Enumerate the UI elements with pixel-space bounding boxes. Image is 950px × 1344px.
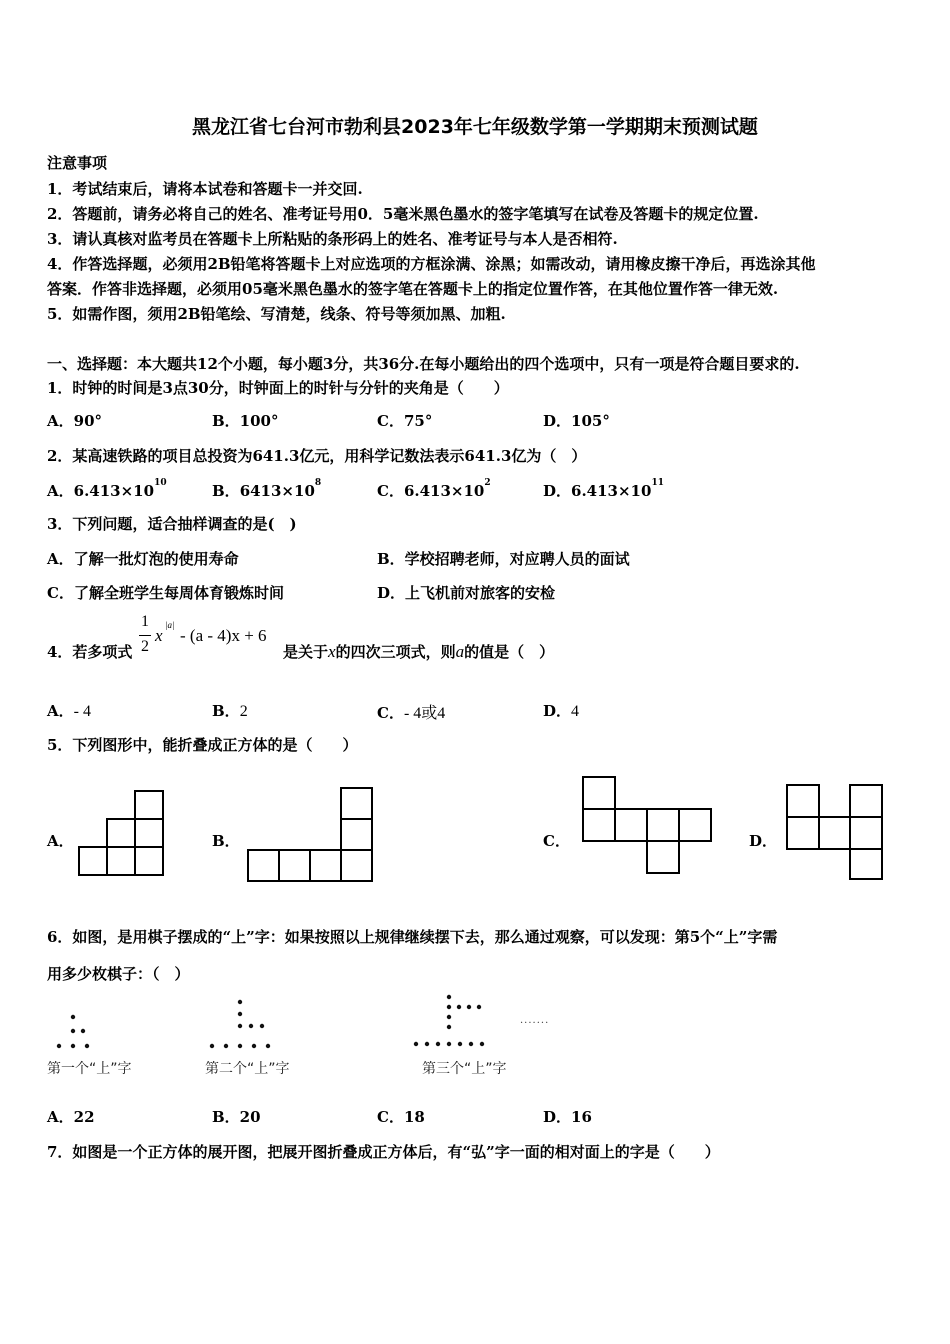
notice-heading: 注意事项 (47, 154, 108, 172)
question-6-stem-line2: 用多少枚棋子：（ ） (47, 965, 190, 983)
notice-item: 4．作答选择题，必须用2B铅笔将答题卡上对应选项的方框涂满、涂黑；如需改动，请用橡皮擦干净后，再选涂其他 (47, 255, 816, 273)
chess-pattern-2 (208, 998, 278, 1053)
q1-option-d: D．105° (543, 412, 610, 430)
q1-option-c: C．75° (377, 412, 433, 430)
notice-item: 答案．作答非选择题，必须用05毫米黑色墨水的签字笔在答题卡上的指定位置作答，在其他位置作答一律无效. (47, 280, 779, 298)
q2-option-b: B．$6413\times 10^8$ (212, 478, 322, 500)
question-7-stem: 7．如图是一个正方体的展开图，把展开图折叠成正方体后，有“弘”字一面的相对面上的字是（ ） (47, 1143, 720, 1161)
q1-option-b: B．100° (212, 412, 279, 430)
notice-item: 1．考试结束后，请将本试卷和答题卡一并交回. (47, 180, 363, 198)
question-5-stem: 5．下列图形中，能折叠成正方体的是（ ） (47, 736, 358, 754)
q4-option-a: A．- 4 (47, 702, 91, 720)
cube-net-d (786, 784, 888, 884)
chess-pattern-1 (55, 1012, 95, 1052)
cube-net-c (582, 776, 717, 876)
q3-option-c: C．了解全班学生每周体育锻炼时间 (47, 584, 284, 602)
question-3-stem: 3．下列问题，适合抽样调查的是( ) (47, 515, 297, 533)
question-1-stem: 1．时钟的时间是3点30分，时钟面上的时针与分针的夹角是（ ） (47, 379, 509, 397)
q2-option-a: A．$6.413\times 10^{10}$ (47, 478, 167, 500)
q5-label-b: B． (212, 832, 240, 850)
q6-option-d: D．16 (543, 1108, 592, 1126)
math-x: x (155, 626, 163, 645)
notice-item: 2．答题前，请务必将自己的姓名、准考证号用0．5毫米黑色墨水的签字笔填写在试卷及答题卡的规定位置. (47, 205, 759, 223)
pattern-caption-2: 第二个“上”字 (205, 1061, 290, 1077)
pattern-caption-3: 第三个“上”字 (422, 1061, 507, 1077)
q5-label-a: A． (47, 832, 74, 850)
q4-option-c: C．- 4或4 (377, 704, 446, 722)
q3-option-a: A．了解一批灯泡的使用寿命 (47, 550, 239, 568)
cube-net-a (79, 790, 169, 880)
notice-item: 3．请认真核对监考员在答题卡上所粘贴的条形码上的姓名、准考证号与本人是否相符. (47, 230, 618, 248)
q4-option-d: D．4 (543, 702, 580, 720)
q3-option-b: B．学校招聘老师，对应聘人员的面试 (377, 550, 630, 568)
fraction-denominator: 2 (141, 638, 149, 655)
fraction-numerator: 1 (141, 613, 149, 630)
q6-option-a: A．22 (47, 1108, 95, 1126)
chess-pattern-3 (412, 993, 502, 1053)
question-2-stem: 2．某高速铁路的项目总投资为641.3亿元，用科学记数法表示641.3亿为（ ） (47, 447, 587, 465)
continuation-dots: ······· (520, 1018, 550, 1029)
fraction-bar (139, 635, 151, 636)
question-4-stem: 是关于x的四次三项式，则a的值是（ ） (283, 642, 555, 661)
q6-option-c: C．18 (377, 1108, 425, 1126)
q2-option-d: D．$6.413\times 10^{11}$ (543, 478, 664, 500)
page-title: 黑龙江省七台河市勃利县2023年七年级数学第一学期期末预测试题 (192, 116, 758, 138)
q3-option-d: D．上飞机前对旅客的安检 (377, 584, 556, 602)
notice-item: 5．如需作图，须用2B铅笔绘、写清楚，线条、符号等须加黑、加粗. (47, 305, 506, 323)
q2-option-c: C．$6.413\times 10^2$ (377, 478, 491, 500)
question-6-stem-line1: 6．如图，是用棋子摆成的“上”字：如果按照以上规律继续摆下去，那么通过观察，可以发现：第5个“上”字需 (47, 928, 778, 946)
q1-option-a: A．90° (47, 412, 103, 430)
q5-label-d: D． (749, 832, 778, 850)
math-exponent: |a| (165, 620, 175, 630)
question-4-prefix: 4．若多项式 (47, 643, 133, 661)
pattern-caption-1: 第一个“上”字 (47, 1061, 132, 1077)
q6-option-b: B．20 (212, 1108, 261, 1126)
cube-net-b (248, 787, 378, 887)
q5-label-c: C． (543, 832, 570, 850)
section-heading: 一、选择题：本大题共12个小题，每小题3分，共36分.在每小题给出的四个选项中，只有一项是符合题目要求的. (47, 355, 800, 373)
math-rest: - (a - 4)x + 6 (180, 626, 267, 645)
q4-option-b: B．2 (212, 702, 248, 720)
